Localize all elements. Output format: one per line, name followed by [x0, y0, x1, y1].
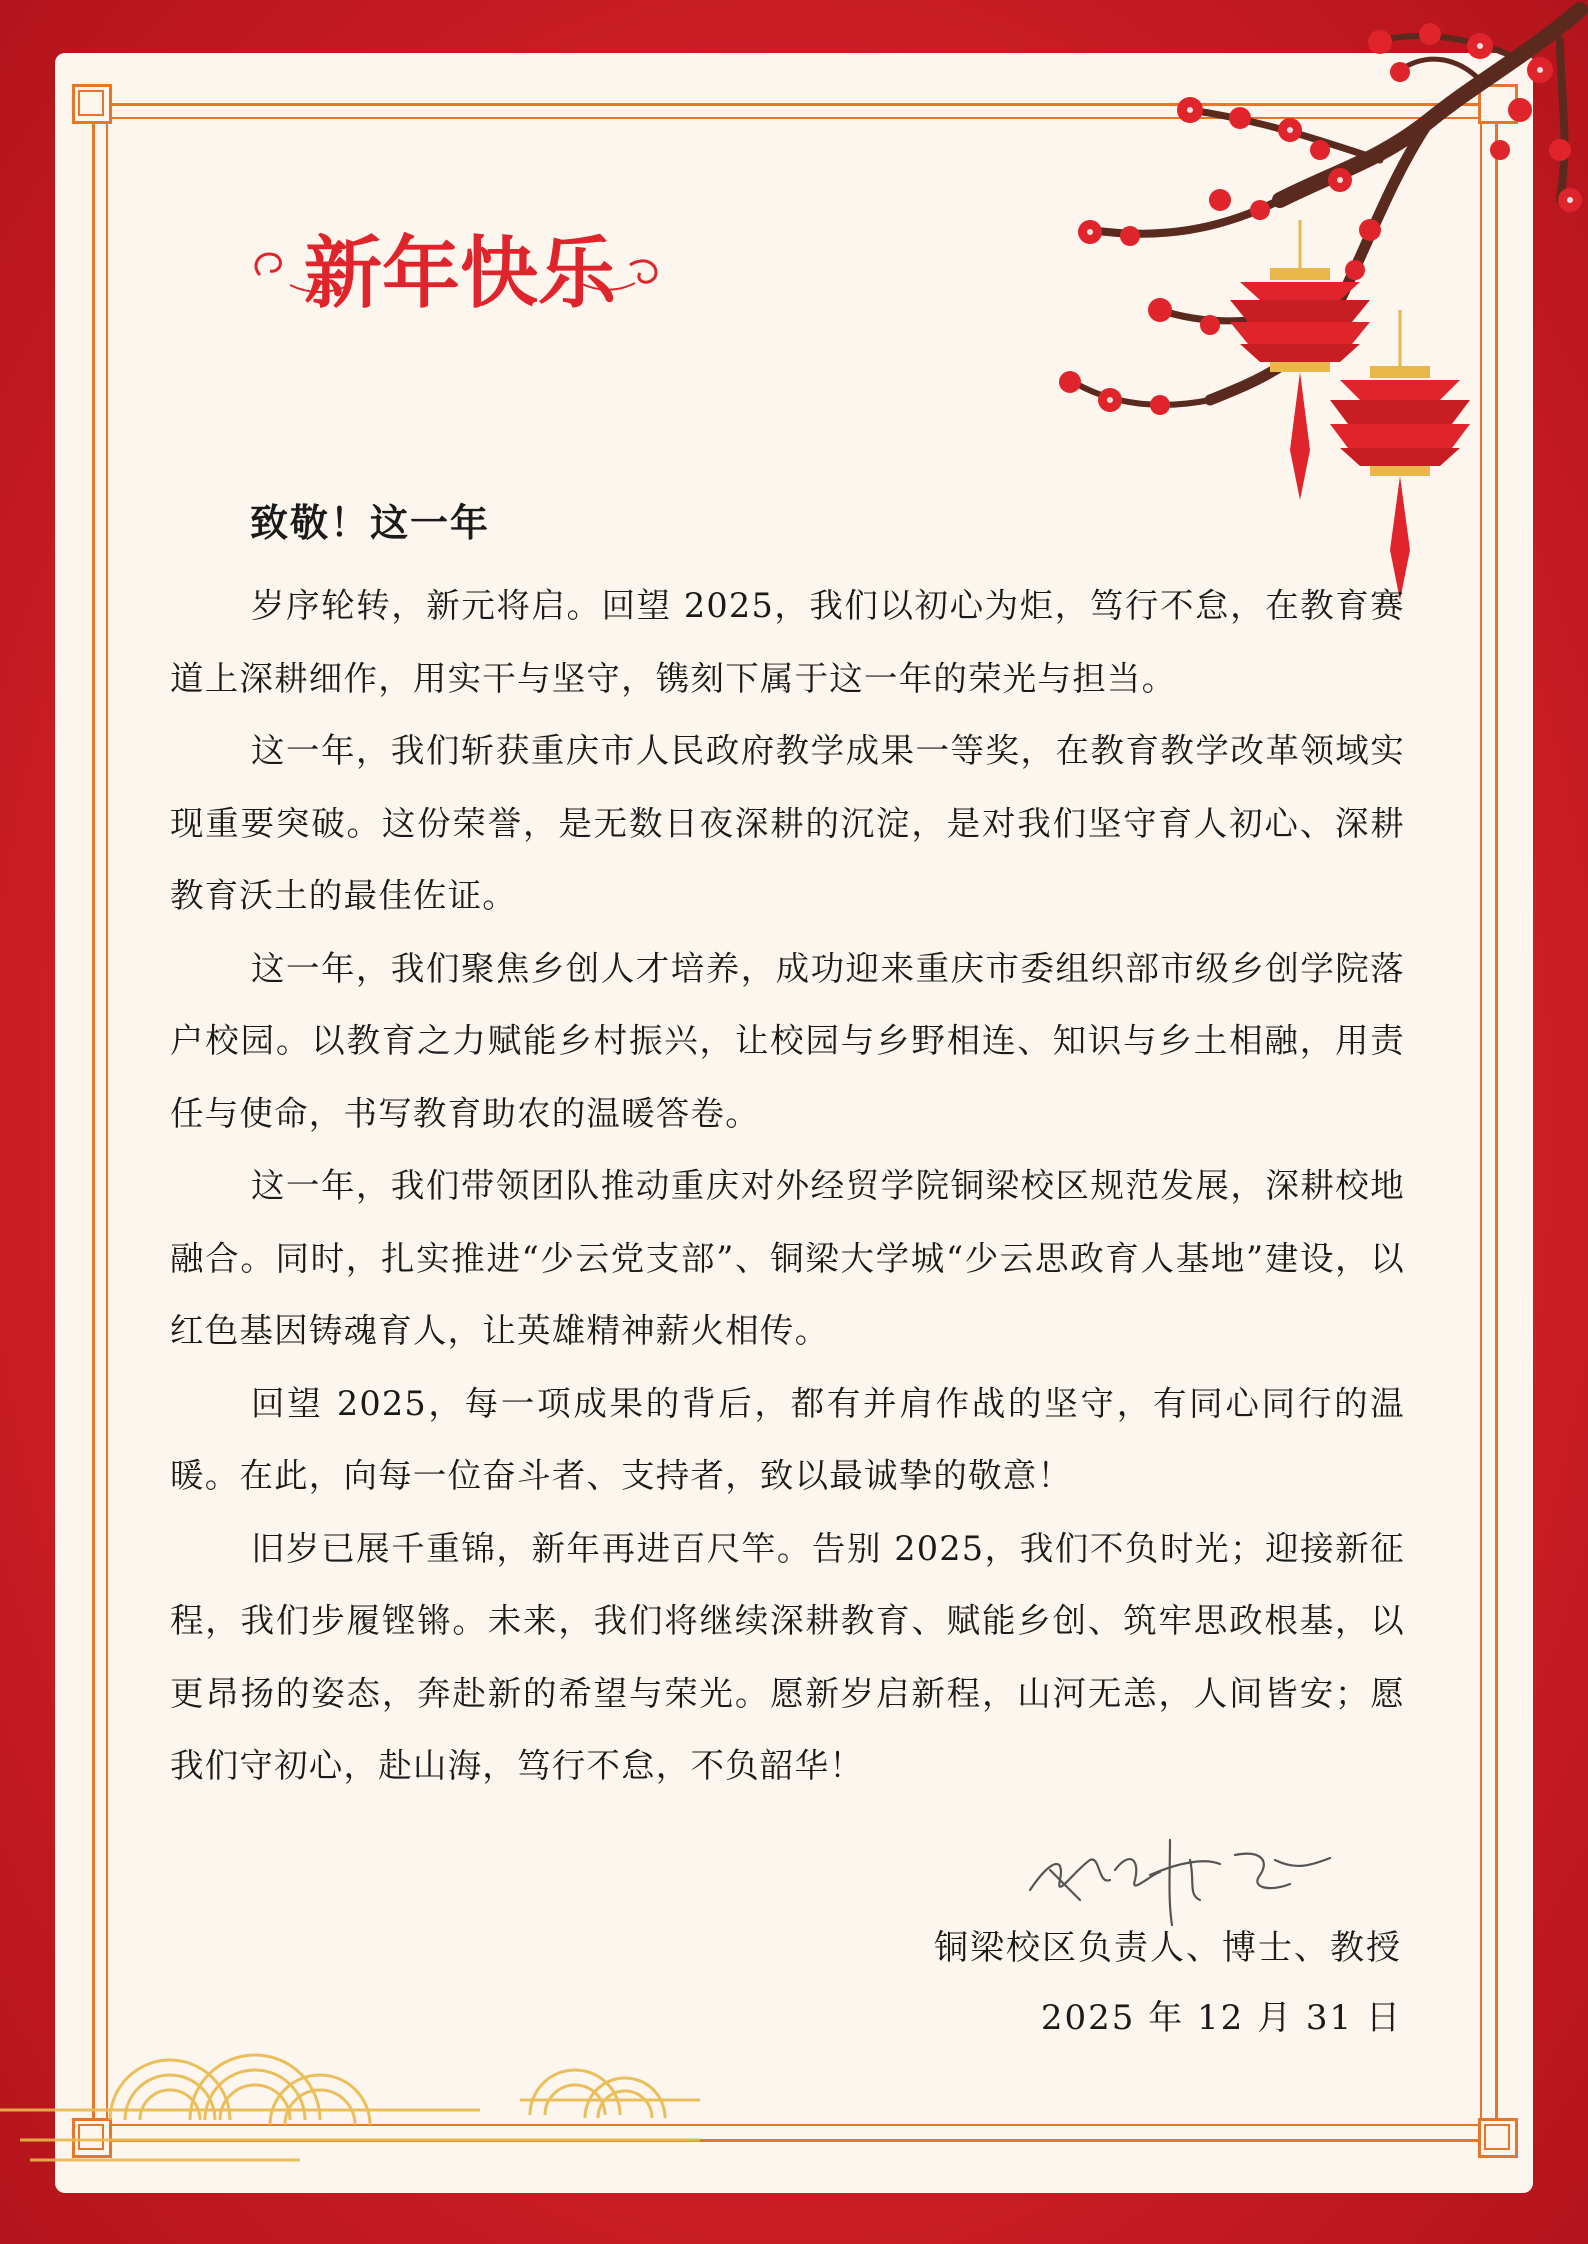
letter-paragraph: 回望 2025，每一项成果的背后，都有并肩作战的坚守，有同心同行的温暖。在此，向每一位奋斗者、支持者，致以最诚挚的敬意！	[170, 1383, 1405, 1495]
letter-paragraph: 这一年，我们带领团队推动重庆对外经贸学院铜梁校区规范发展，深耕校地融合。同时，扎实推进“少云党支部”、铜梁大学城“少云思政育人基地”建设，以红色基因铸魂育人，让英雄精神薪火相传。	[170, 1166, 1405, 1350]
signer-title: 铜梁校区负责人、博士、教授	[934, 1928, 1402, 1968]
letter-date: 2025 年 12 月 31 日	[1040, 1998, 1402, 2038]
frame-corner-bottom-right-inner	[1484, 2124, 1510, 2150]
letter-body	[170, 490, 1405, 1803]
golden-cloud-decoration	[0, 2000, 800, 2190]
letter-paragraph: 这一年，我们斩获重庆市人民政府教学成果一等奖，在教育教学改革领域实现重要突破。这份荣誉，是无数日夜深耕的沉淀，是对我们坚守育人初心、深耕教育沃土的最佳佐证。	[170, 731, 1405, 915]
letter-paragraph: 这一年，我们聚焦乡创人才培养，成功迎来重庆市委组织部市级乡创学院落户校园。以教育之力赋能乡村振兴，让校园与乡野相连、知识与乡土相融，用责任与使命，书写教育助农的温暖答卷。	[170, 948, 1405, 1133]
handwritten-signature	[1020, 1800, 1340, 1930]
letter-paragraph: 旧岁已展千重锦，新年再进百尺竿。告别 2025，我们不负时光；迎接新征程，我们步履铿锵。未来，我们将继续深耕教育、赋能乡创、筑牢思政根基，以更昂扬的姿态，奔赴新的希望与荣光。愿新岁启新程，山河无恙，人间皆安；愿我们守初心，赴山海，笃行不怠，不负韶华！	[170, 1528, 1405, 1785]
frame-corner-top-left-inner	[78, 90, 104, 116]
greeting-text: 新年快乐	[303, 228, 617, 319]
letter-paragraph: 岁序轮转，新元将启。回望 2025，我们以初心为炬，笃行不怠，在教育赛道上深耕细作，用实干与坚守，镌刻下属于这一年的荣光与担当。	[170, 586, 1405, 698]
letter-heading: 致敬！这一年	[250, 500, 491, 545]
happy-new-year-greeting-art	[250, 205, 670, 335]
